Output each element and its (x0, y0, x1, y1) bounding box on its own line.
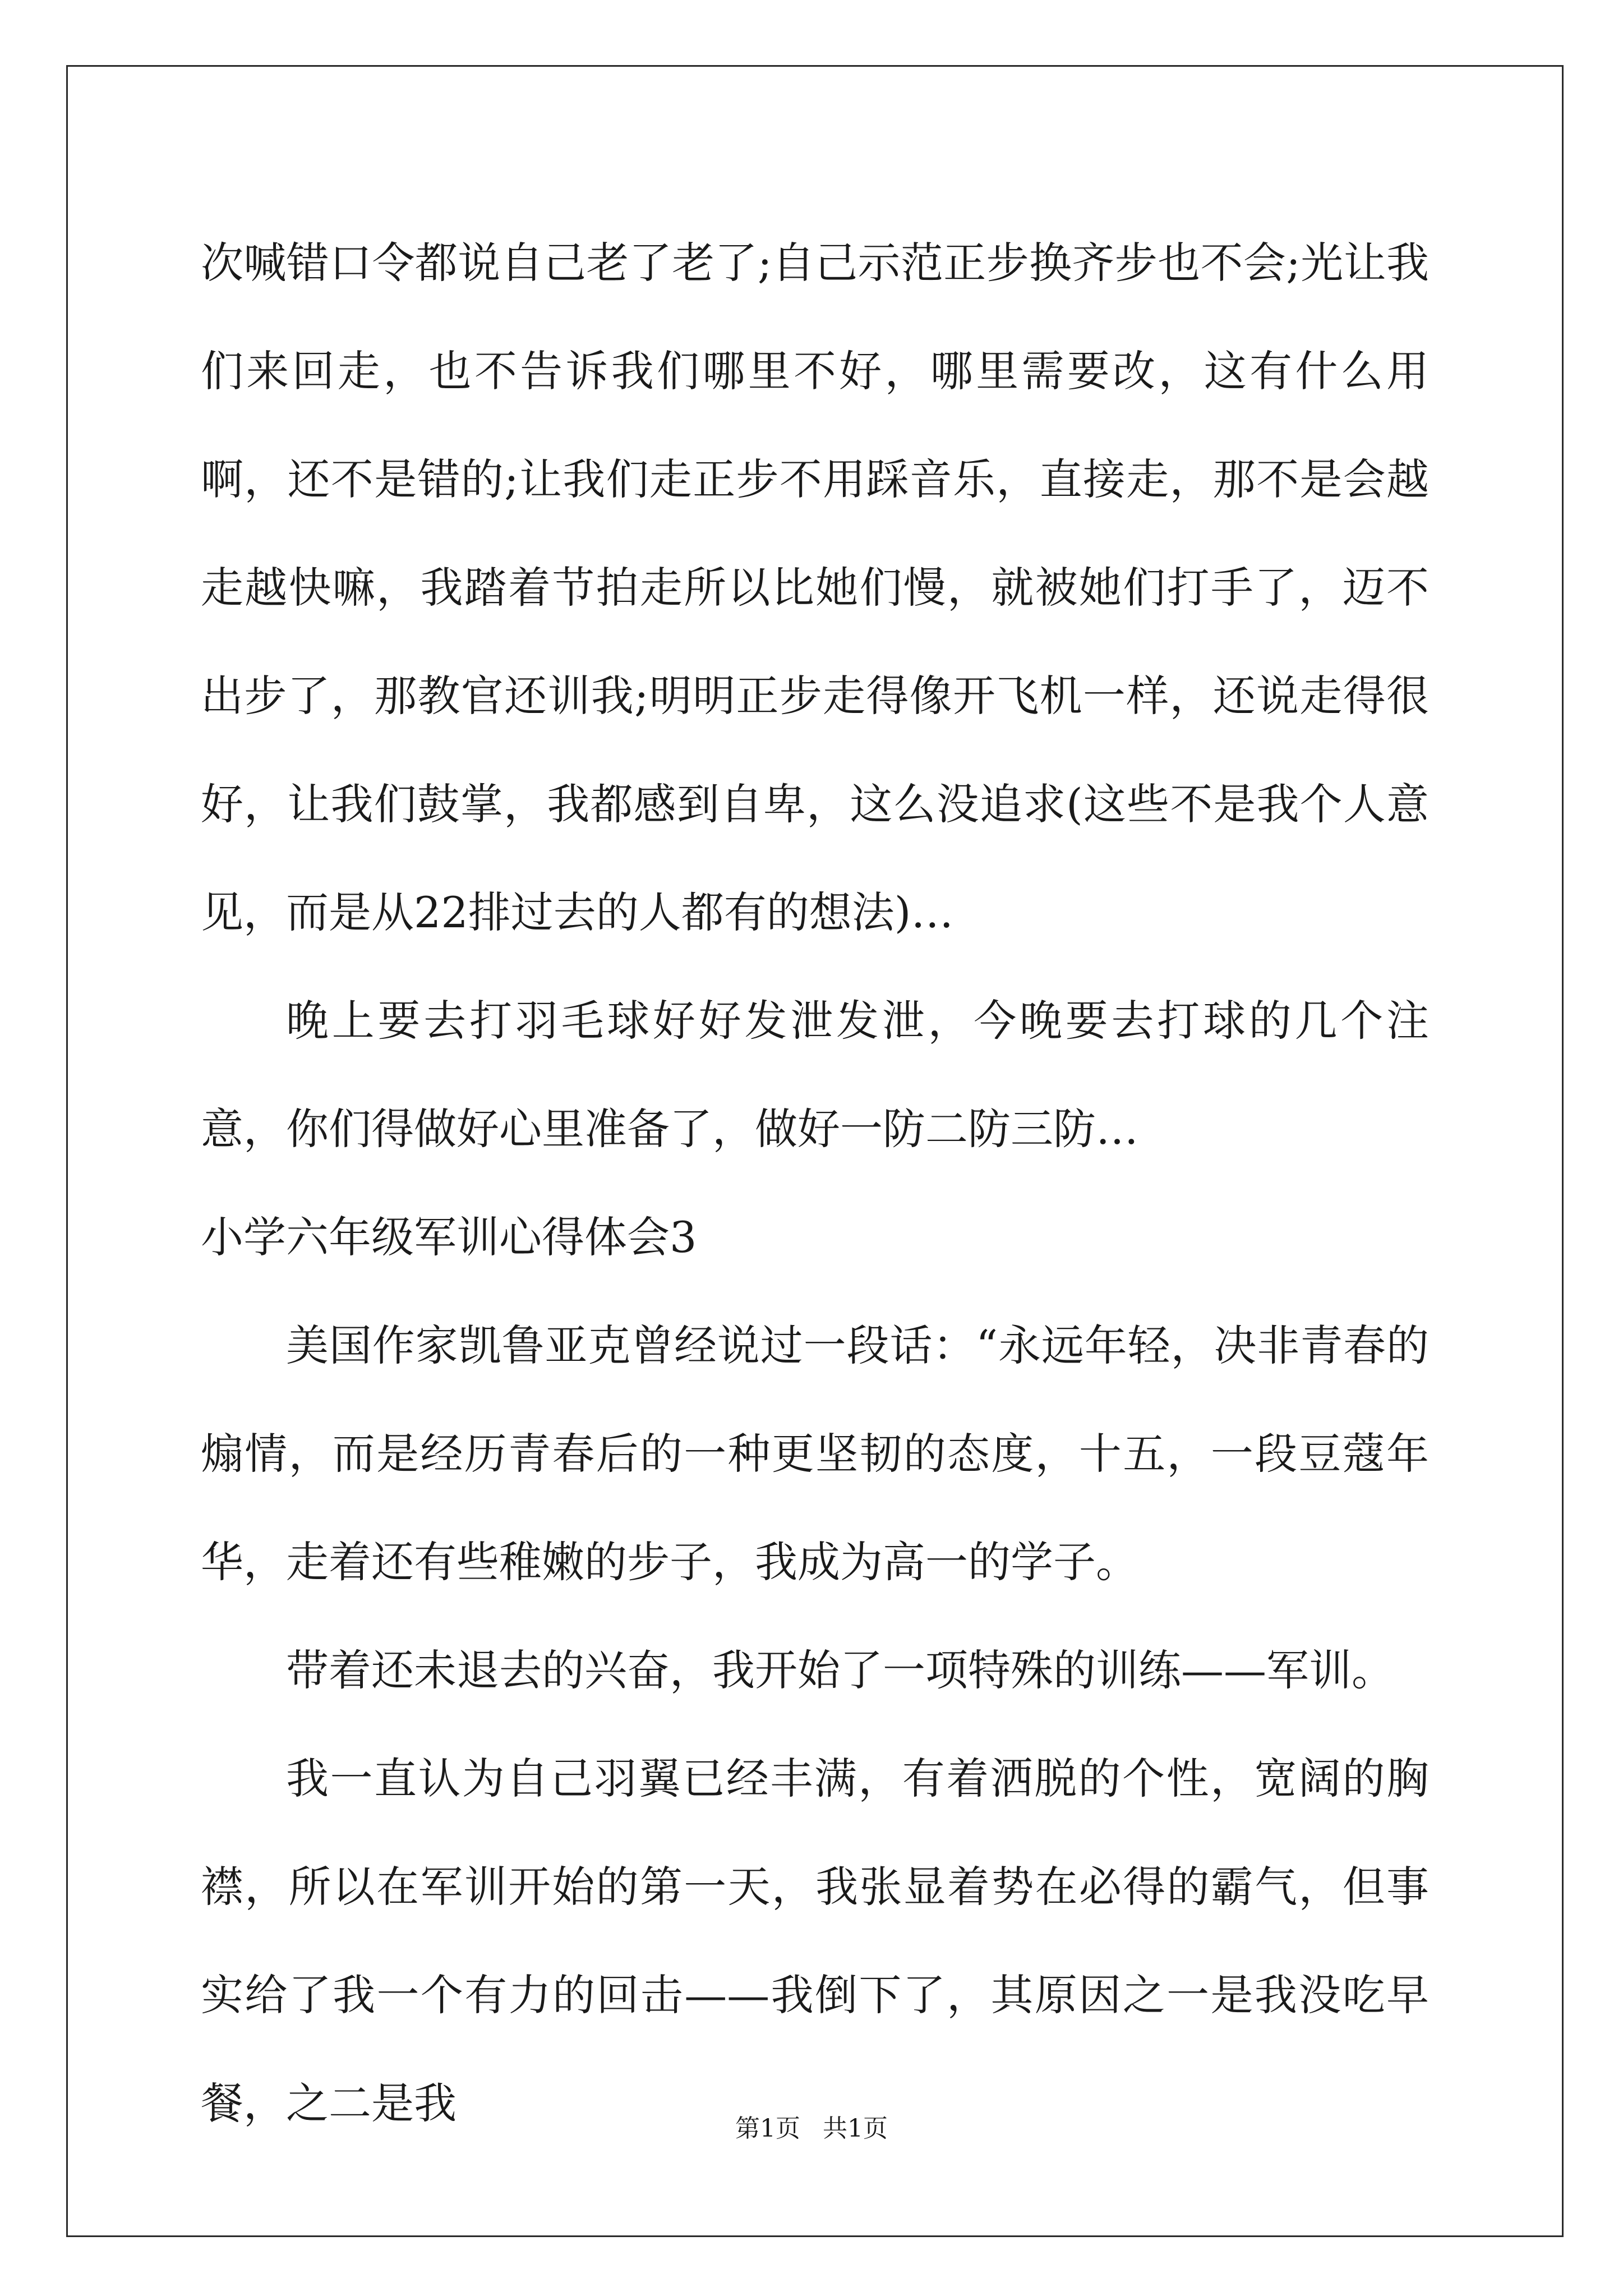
paragraph-4: 带着还未退去的兴奋，我开始了一项特殊的训练——军训。 (286, 1645, 1394, 1695)
paragraph-5: 我一直认为自己羽翼已经丰满，有着洒脱的个性，宽阔的胸襟，所以在军训开始的第一天，我张显着势在必得的霸气，但事实给了我一个有力的回击——我倒下了，其原因之一是我没吃早餐，之二是我 (201, 1754, 1429, 2128)
page-footer (0, 2108, 1623, 2144)
paragraph-1: 次喊错口令都说自己老了老了;自己示范正步换齐步也不会;光让我们来回走，也不告诉我们哪里不好，哪里需要改，这有什么用啊，还不是错的;让我们走正步不用踩音乐，直接走，那不是会越走越快嘛，我踏着节拍走所以比她们慢，就被她们打手了，迈不出步了，那教官还训我;明明正步走得像开飞机一样，还说走得很好，让我们鼓掌，我都感到自卑，这么没追求(这些不是我个人意见，而是从22排过去的人都有的想法)… (201, 238, 1429, 937)
page-number-current: 第1页 (735, 2114, 800, 2143)
paragraph-3: 美国作家凯鲁亚克曾经说过一段话：“永远年轻，决非青春的煽情，而是经历青春后的一种更坚韧的态度，十五，一段豆蔻年华，走着还有些稚嫩的步子，我成为高一的学子。 (201, 1320, 1429, 1587)
document-body (201, 209, 1429, 2157)
paragraph-2: 晚上要去打羽毛球好好发泄发泄，今晚要去打球的几个注意，你们得做好心里准备了，做好一防二防三防… (201, 996, 1429, 1154)
page-number-total: 共1页 (823, 2114, 888, 2143)
section-heading: 小学六年级军训心得体会3 (201, 1212, 697, 1262)
